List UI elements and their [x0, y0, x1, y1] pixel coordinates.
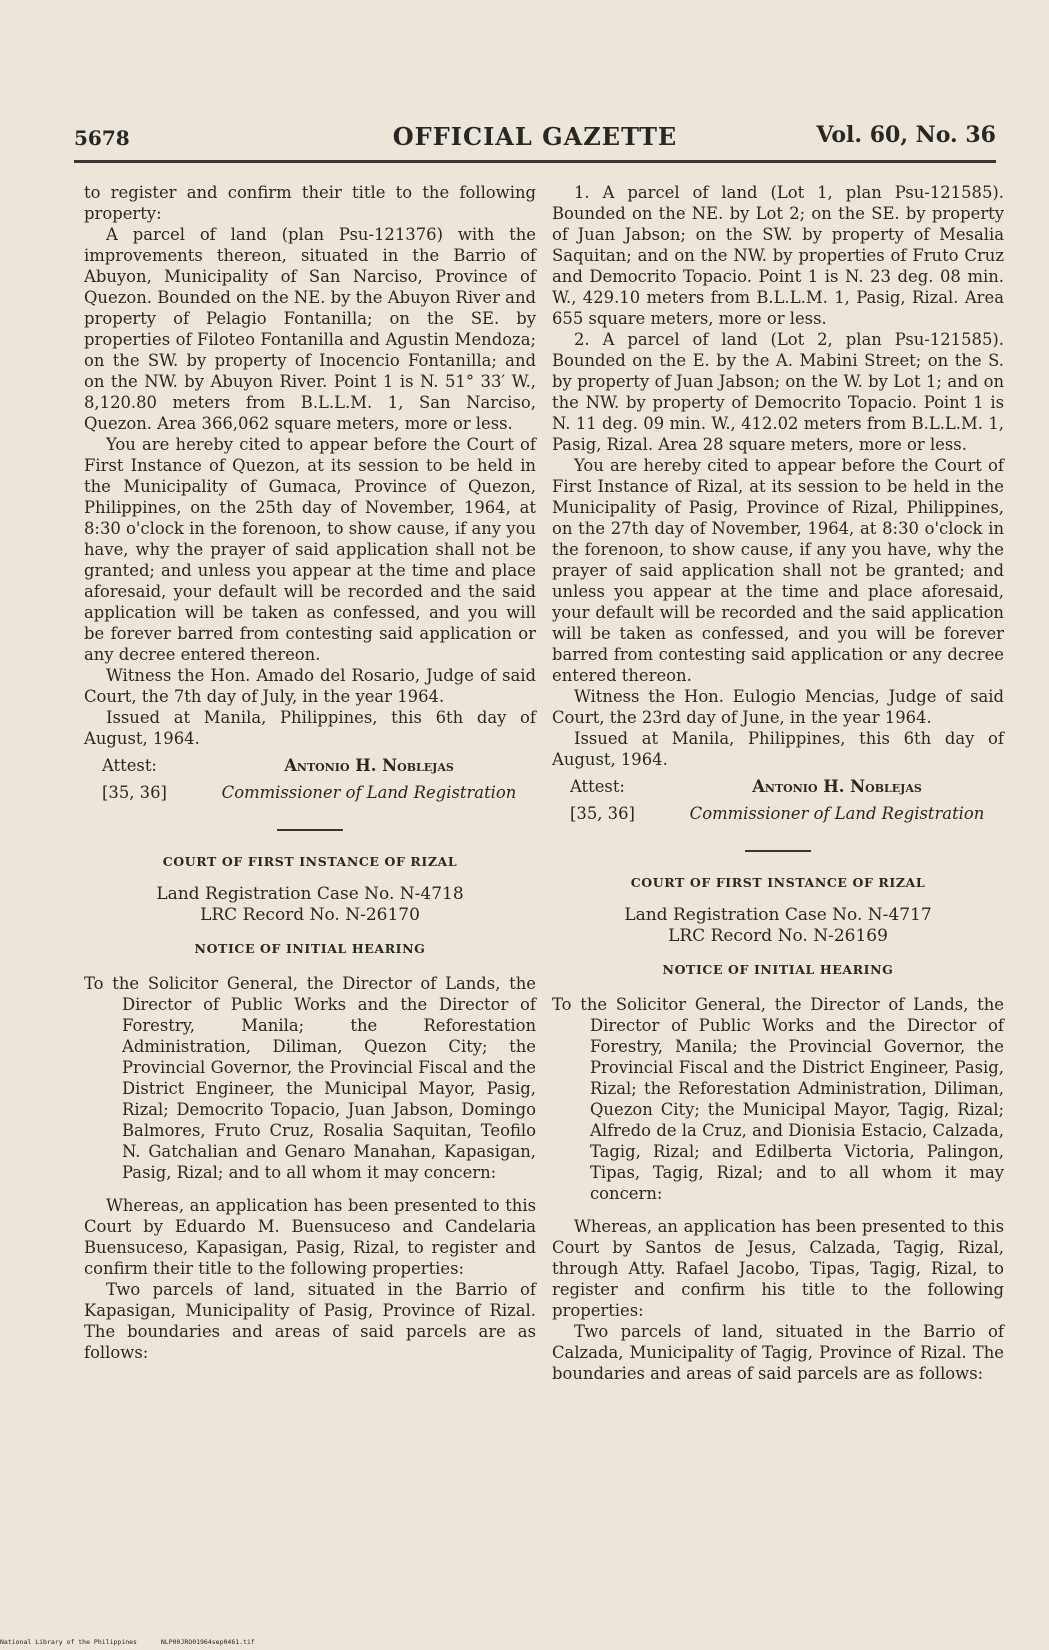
footer-file: NLP00JRO01964sep0461.tif: [160, 1638, 255, 1646]
page-number: 5678: [74, 126, 130, 150]
volume-number: Vol. 60, No. 36: [816, 122, 996, 148]
whereas-paragraph: Whereas, an application has been presented to this Court by Eduardo M. Buensuceso and Candelaria Buensuceso, Kapasigan, Pasig, Rizal, to register and confirm their title to the following properties:: [84, 1196, 536, 1278]
attest-title: Commissioner of Land Registration: [689, 804, 985, 823]
attest-label: Attest:: [570, 777, 625, 796]
footer-source: National Library of the Philippines: [0, 1638, 137, 1646]
case-number: Land Registration Case No. N-4717: [624, 905, 932, 925]
record-number: LRC Record No. N-26170: [200, 905, 420, 925]
attest-signatory: Antonio H. Noblejas: [752, 777, 922, 796]
witness-paragraph: Witness the Hon. Amado del Rosario, Judge of said Court, the 7th day of July, in the year 1964.: [84, 666, 536, 706]
issued-paragraph: Issued at Manila, Philippines, this 6th day of August, 1964.: [84, 708, 536, 748]
citation-paragraph: You are hereby cited to appear before the Court of First Instance of Quezon, at its session to be held in the Municipality of Gumaca, Province of Quezon, Philippines, on the 25th day of November, 1964, at 8:30 o'clock in the forenoon, to show cause, if any you have, why the prayer of said application shall not be granted; and unless you appear at the time and place aforesaid, your default will be recorded and the said application will be taken as confessed, and you will be forever barred from contesting said application or any decree entered thereon.: [84, 435, 536, 664]
publication-title: OFFICIAL GAZETTE: [392, 122, 678, 151]
whereas-paragraph: Whereas, an application has been presented to this Court by Santos de Jesus, Calzada, Tagig, Rizal, through Atty. Rafael Jacobo, Tipas, Tagig, Rizal, to register and confirm his title to the following properties:: [552, 1217, 1004, 1320]
citation-paragraph: You are hereby cited to appear before the Court of First Instance of Rizal, at its session to be held in the Municipality of Pasig, Province of Rizal, Philippines, on the 27th day of November, 1964, at 8:30 o'clock in the forenoon, to show cause, if any you have, why the prayer of said application shall not be granted; and unless you appear at the time and place aforesaid, your default will be recorded and the said application will be taken as confessed, and you will be forever barred from contesting said application or any decree entered thereon.: [552, 456, 1004, 685]
attest-block: [84, 755, 536, 776]
court-heading: COURT OF FIRST INSTANCE OF RIZAL: [630, 875, 926, 890]
parcel-description: A parcel of land (plan Psu-121376) with the improvements thereon, situated in the Barrio of Abuyon, Municipality of San Narciso, Province of Quezon. Bounded on the NE. by the Abuyon River and property of Pelagio Fontanilla; on the SE. by properties of Filoteo Fontanilla and Agustin Mendoza; on the SW. by property of Inocencio Fontanilla; and on the NW. by Abuyon River. Point 1 is N. 51° 33′ W., 8,120.80 meters from B.L.L.M. 1, San Narciso, Quezon. Area 366,062 square meters, more or less.: [84, 225, 536, 433]
attest-signatory: Antonio H. Noblejas: [284, 756, 454, 775]
page-header: [74, 122, 996, 156]
issued-paragraph: Issued at Manila, Philippines, this 6th day of August, 1964.: [552, 729, 1004, 769]
witness-paragraph: Witness the Hon. Eulogio Mencias, Judge of said Court, the 23rd day of June, in the year 1964.: [552, 687, 1004, 727]
notice-heading: NOTICE OF INITIAL HEARING: [194, 941, 426, 956]
lot-2-description: 2. A parcel of land (Lot 2, plan Psu-121585). Bounded on the E. by the A. Mabini Street; on the S. by property of Juan Jabson; on the W. by Lot 1; and on the NW. by property of Democrito Topacio. Point 1 is N. 11 deg. 09 min. W., 412.02 meters from B.L.L.M. 1, Pasig, Rizal. Area 28 square meters, more or less.: [552, 330, 1004, 454]
section-divider: [277, 829, 343, 831]
attest-title-block: [84, 782, 536, 803]
left-column: [84, 182, 536, 1363]
lot-1-description: 1. A parcel of land (Lot 1, plan Psu-121585). Bounded on the NE. by Lot 2; on the SE. by property of Juan Jabson; on the SW. by property of Mesalia Saquitan; and on the NW. by properties of Fruto Cruz and Democrito Topacio. Point 1 is N. 23 deg. 08 min. W., 429.10 meters from B.L.L.M. 1, Pasig, Rizal. Area 655 square meters, more or less.: [552, 183, 1004, 328]
attest-label: Attest:: [102, 756, 157, 775]
attest-title: Commissioner of Land Registration: [221, 783, 517, 802]
section-divider: [745, 850, 811, 852]
issue-reference: [35, 36]: [570, 804, 635, 823]
addressee-paragraph: To the Solicitor General, the Director of Lands, the Director of Public Works and the Director of Forestry, Manila; the Reforestation Administration, Diliman, Quezon City; the Provincial Governor, the Provincial Fiscal and the District Engineer, the Municipal Mayor, Pasig, Rizal; Democrito Topacio, Juan Jabson, Domingo Balmores, Fruto Cruz, Rosalia Saquitan, Teofilo N. Gatchalian and Genaro Manahan, Kapasigan, Pasig, Rizal; and to all whom it may concern:: [84, 974, 536, 1182]
right-column: [552, 182, 1004, 1384]
attest-title-block: [552, 803, 1004, 824]
notice-heading: NOTICE OF INITIAL HEARING: [662, 962, 894, 977]
court-heading: COURT OF FIRST INSTANCE OF RIZAL: [162, 854, 458, 869]
record-number: LRC Record No. N-26169: [668, 926, 888, 946]
case-number: Land Registration Case No. N-4718: [156, 884, 464, 904]
attest-block: [552, 776, 1004, 797]
parcels-paragraph: Two parcels of land, situated in the Barrio of Kapasigan, Municipality of Pasig, Province of Rizal. The boundaries and areas of said parcels are as follows:: [84, 1280, 536, 1362]
addressee-paragraph: To the Solicitor General, the Director of Lands, the Director of Public Works and the Director of Forestry, Manila; the Provincial Governor, the Provincial Fiscal and the District Engineer, Pasig, Rizal; the Reforestation Administration, Diliman, Quezon City; the Municipal Mayor, Tagig, Rizal; Alfredo de la Cruz, and Dionisia Estacio, Calzada, Tagig, Rizal; and Edilberta Victoria, Palingon, Tipas, Tagig, Rizal; and to all whom it may concern:: [552, 995, 1004, 1203]
intro-paragraph: to register and confirm their title to the following property:: [84, 183, 536, 223]
issue-reference: [35, 36]: [102, 783, 167, 802]
header-rule: [74, 160, 996, 163]
parcels-paragraph: Two parcels of land, situated in the Barrio of Calzada, Municipality of Tagig, Province of Rizal. The boundaries and areas of said parcels are as follows:: [552, 1322, 1004, 1383]
scan-footer: [0, 1638, 275, 1646]
